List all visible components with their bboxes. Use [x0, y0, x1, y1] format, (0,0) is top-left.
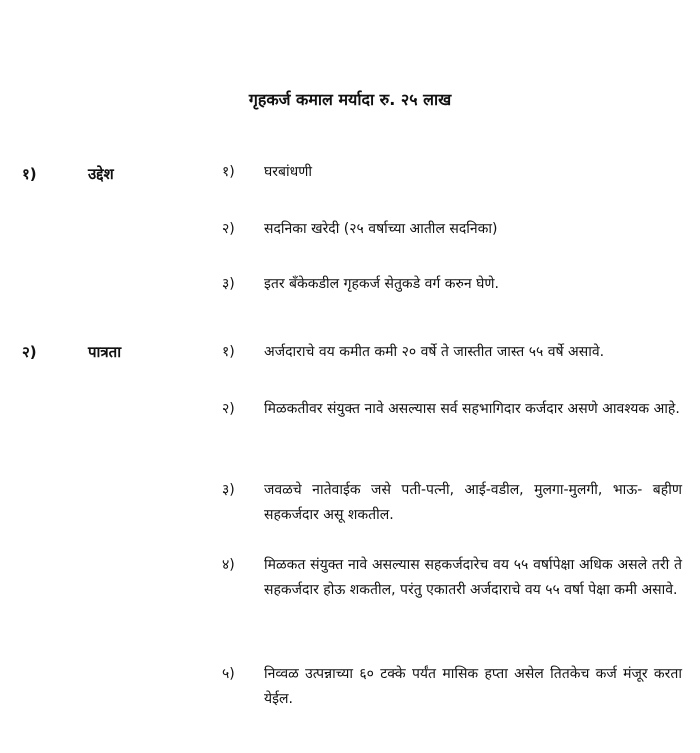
list-item: [222, 478, 682, 528]
list-item: [222, 160, 682, 185]
item-number: ५): [222, 666, 235, 682]
item-text: घरबांधणी: [264, 164, 312, 180]
item-text: निव्वळ उत्पन्नाच्या ६० टक्के पर्यंत मासिक हप्ता असेल तितकेच कर्ज मंजूर करता येईल.: [264, 666, 682, 707]
item-text: मिळकत संयुक्त नावे असल्यास सहकर्जदारेच वय ५५ वर्षापेक्षा अधिक असले तरी ते सहकर्जदार होऊ शकतील, परंतु एकातरी अर्जदाराचे वय ५५ वर्षा पेक्षा कमी असावे.: [264, 557, 682, 598]
item-number: २): [222, 401, 235, 417]
list-item: [222, 340, 682, 365]
item-text: जवळचे नातेवाईक जसे पती-पत्नी, आई-वडील, मुलगा-मुलगी, भाऊ- बहीण सहकर्जदार असू शकतील.: [264, 482, 682, 523]
section-title: पात्रता: [88, 343, 122, 361]
list-item: [222, 662, 682, 712]
item-number: ३): [222, 276, 235, 292]
list-item: [222, 272, 682, 297]
list-item: [222, 217, 682, 242]
list-item: [222, 553, 682, 603]
list-item: [222, 397, 682, 422]
item-number: १): [222, 164, 235, 180]
item-text: अर्जदाराचे वय कमीत कमी २० वर्षे ते जास्तीत जास्त ५५ वर्षे असावे.: [264, 344, 605, 360]
item-text: इतर बँकेकडील गृहकर्ज सेतुकडे वर्ग करुन घेणे.: [264, 276, 499, 292]
section-number: २): [22, 343, 37, 361]
item-number: ३): [222, 482, 235, 498]
document-title: गृहकर्ज कमाल मर्यादा रु. २५ लाख: [248, 90, 452, 109]
item-text: मिळकतीवर संयुक्त नावे असल्यास सर्व सहभागिदार कर्जदार असणे आवश्यक आहे.: [264, 401, 680, 417]
item-number: ४): [222, 557, 235, 573]
section-number: १): [22, 165, 37, 183]
item-number: १): [222, 344, 235, 360]
item-text: सदनिका खरेदी (२५ वर्षाच्या आतील सदनिका): [264, 221, 498, 237]
section-title: उद्देश: [88, 165, 114, 183]
item-number: २): [222, 221, 235, 237]
